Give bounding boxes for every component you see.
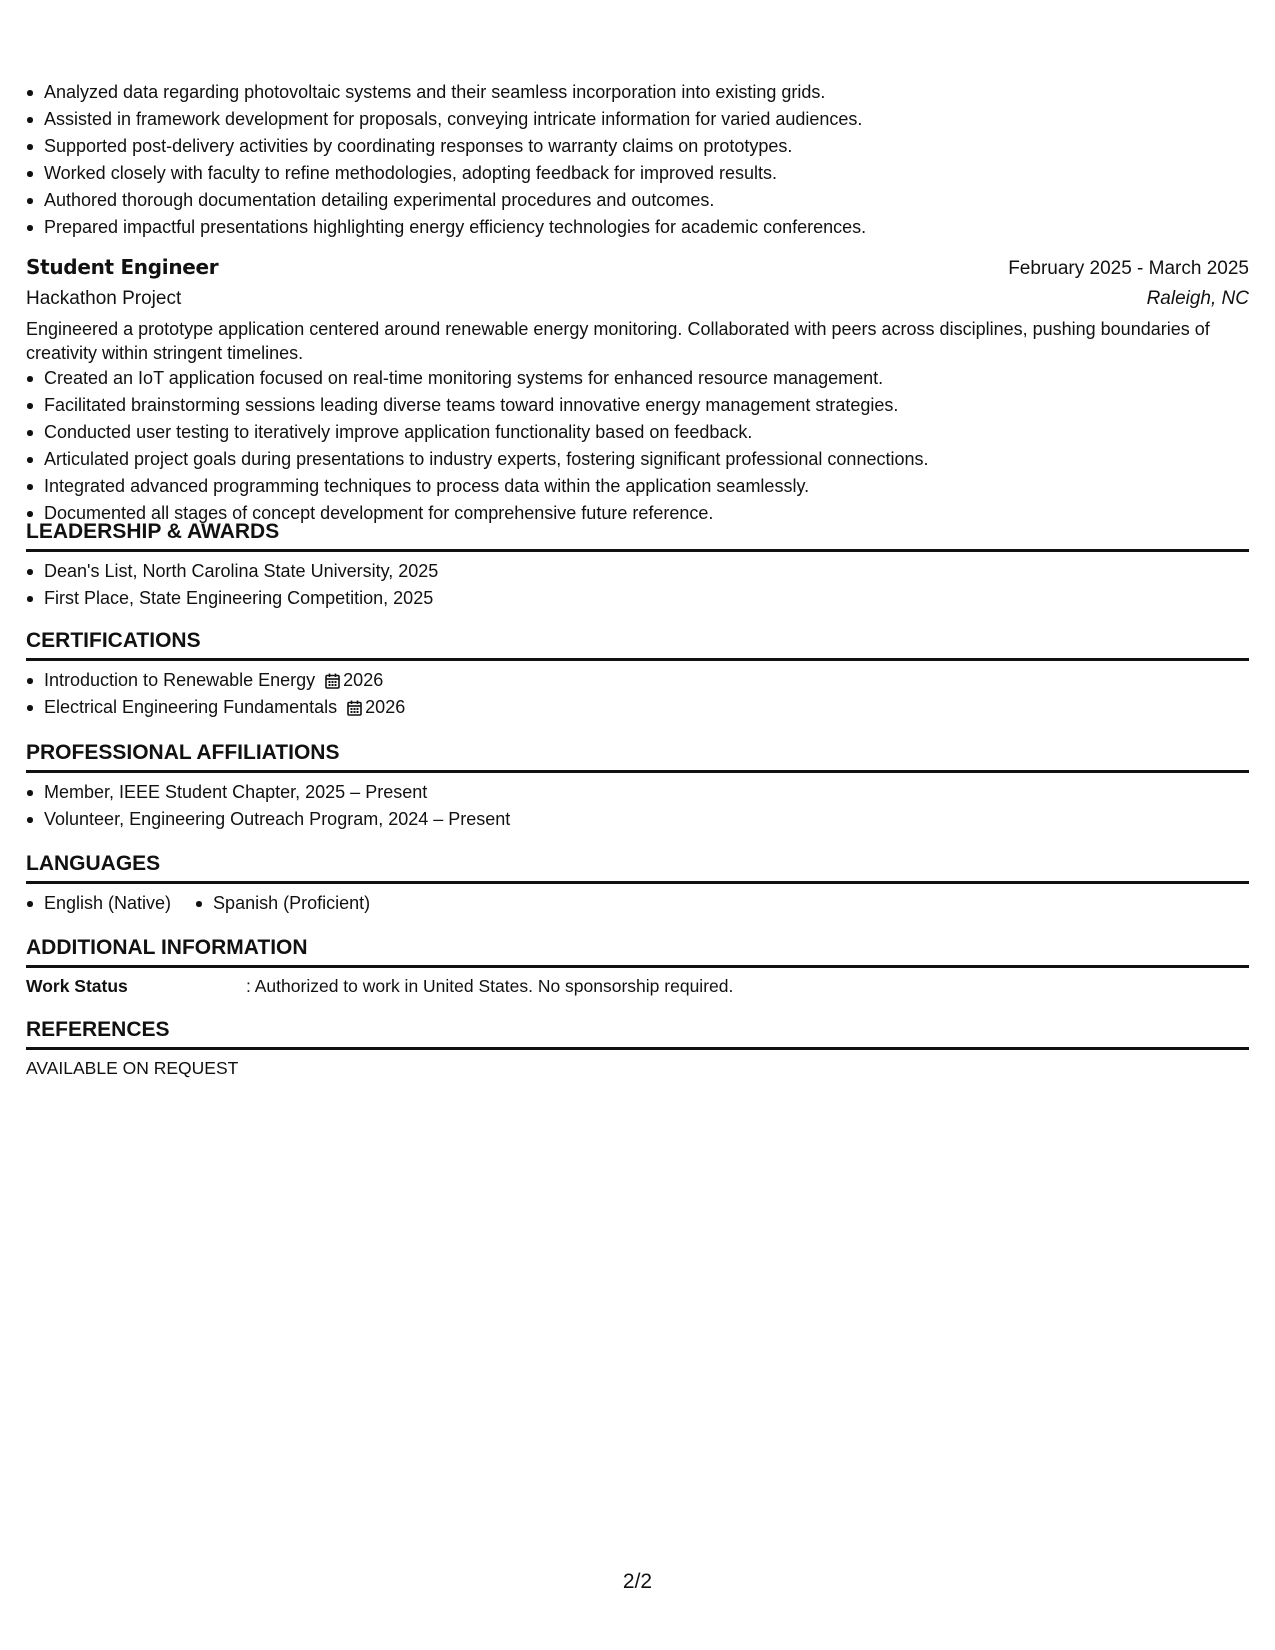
work-status-row bbox=[26, 974, 1249, 998]
list-item: First Place, State Engineering Competition, 2025 bbox=[26, 585, 1249, 612]
section-heading: CERTIFICATIONS bbox=[26, 628, 1249, 661]
certifications-section bbox=[26, 628, 1249, 721]
calendar-icon bbox=[325, 673, 340, 689]
language-item: Spanish (Proficient) bbox=[195, 890, 370, 917]
previous-job-bullet-list bbox=[26, 79, 1249, 241]
job-organization: Hackathon Project bbox=[26, 288, 182, 309]
job-location: Raleigh, NC bbox=[1146, 288, 1249, 309]
work-status-value: : Authorized to work in United States. No sponsorship required. bbox=[246, 976, 734, 996]
certification-name: Introduction to Renewable Energy bbox=[44, 670, 316, 690]
job-dates: February 2025 - March 2025 bbox=[1008, 258, 1249, 279]
page-number: 2/2 bbox=[622, 1570, 653, 1593]
list-item: Worked closely with faculty to refine methodologies, adopting feedback for improved results. bbox=[26, 160, 1249, 187]
list-item: Assisted in framework development for proposals, conveying intricate information for varied audiences. bbox=[26, 106, 1249, 133]
job-entry bbox=[26, 253, 1249, 527]
list-item: Volunteer, Engineering Outreach Program, 2024 – Present bbox=[26, 806, 1249, 833]
section-heading: LEADERSHIP & AWARDS bbox=[26, 519, 1249, 552]
job-title: Student Engineer bbox=[26, 255, 219, 279]
additional-information-section bbox=[26, 935, 1249, 998]
list-item: Member, IEEE Student Chapter, 2025 – Present bbox=[26, 779, 1249, 806]
list-item: Created an IoT application focused on real-time monitoring systems for enhanced resource management. bbox=[26, 365, 1249, 392]
section-heading: ADDITIONAL INFORMATION bbox=[26, 935, 1249, 968]
list-item: Authored thorough documentation detailing experimental procedures and outcomes. bbox=[26, 187, 1249, 214]
list-item: Supported post-delivery activities by coordinating responses to warranty claims on prototypes. bbox=[26, 133, 1249, 160]
work-status-label: Work Status bbox=[26, 976, 128, 996]
job-bullet-list bbox=[26, 365, 1249, 527]
list-item: Articulated project goals during presentations to industry experts, fostering significant professional connections. bbox=[26, 446, 1249, 473]
certification-item bbox=[26, 667, 1249, 694]
list-item: Documented all stages of concept development for comprehensive future reference. bbox=[26, 500, 1249, 527]
leadership-section bbox=[26, 519, 1249, 612]
section-heading: PROFESSIONAL AFFILIATIONS bbox=[26, 740, 1249, 773]
references-text: AVAILABLE ON REQUEST bbox=[26, 1058, 239, 1078]
list-item: Prepared impactful presentations highlighting energy efficiency technologies for academic conferences. bbox=[26, 214, 1249, 241]
list-item: Dean's List, North Carolina State University, 2025 bbox=[26, 558, 1249, 585]
certification-item bbox=[26, 694, 1249, 721]
certification-name: Electrical Engineering Fundamentals bbox=[44, 697, 338, 717]
section-heading: LANGUAGES bbox=[26, 851, 1249, 884]
affiliations-section bbox=[26, 740, 1249, 833]
references-section bbox=[26, 1017, 1249, 1080]
list-item: Integrated advanced programming techniques to process data within the application seamlessly. bbox=[26, 473, 1249, 500]
languages-section bbox=[26, 851, 1249, 917]
job-description: Engineered a prototype application centered around renewable energy monitoring. Collaborated with peers across disciplines, pushing boundaries of creativity within stringent timelines. bbox=[26, 319, 1210, 363]
certification-year: 2026 bbox=[343, 670, 384, 690]
list-item: Facilitated brainstorming sessions leading diverse teams toward innovative energy management strategies. bbox=[26, 392, 1249, 419]
calendar-icon bbox=[347, 700, 362, 716]
language-item: English (Native) bbox=[26, 890, 171, 917]
list-item: Analyzed data regarding photovoltaic systems and their seamless incorporation into existing grids. bbox=[26, 79, 1249, 106]
section-heading: REFERENCES bbox=[26, 1017, 1249, 1050]
certification-year: 2026 bbox=[365, 697, 406, 717]
list-item: Conducted user testing to iteratively improve application functionality based on feedback. bbox=[26, 419, 1249, 446]
